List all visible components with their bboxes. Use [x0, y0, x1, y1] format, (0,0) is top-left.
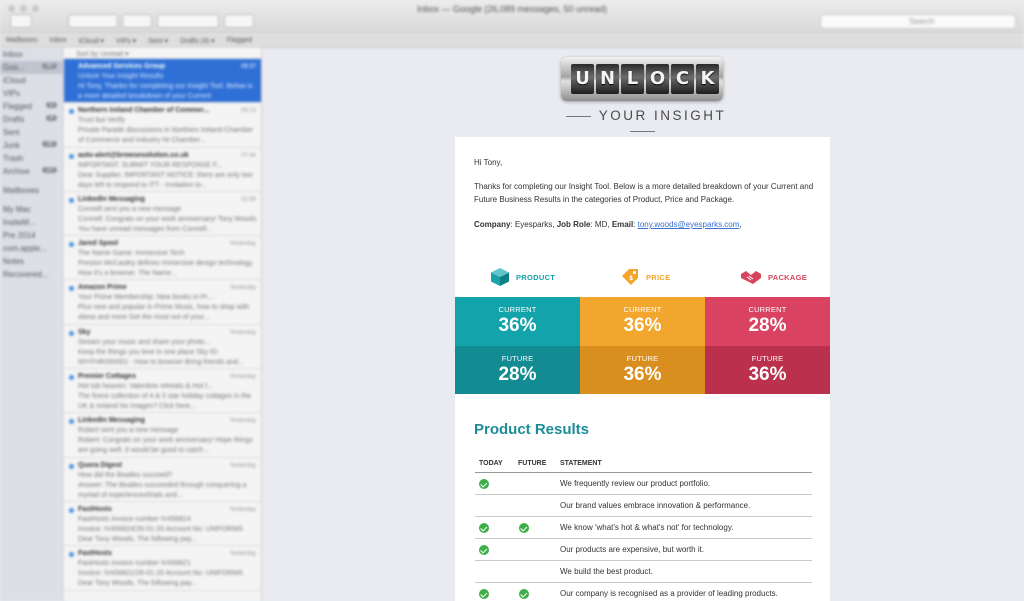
sidebar-item-label: Archive — [3, 167, 30, 176]
flag-button[interactable] — [224, 14, 254, 28]
window-title: Inbox — Google (26,089 messages, 50 unread) — [416, 4, 608, 14]
favorite-item[interactable]: VIPs ▾ — [115, 38, 137, 45]
sidebar-item-label: Sent — [3, 128, 20, 137]
statement-text: We build the best product. — [560, 567, 653, 576]
message-subject: FastHosts invoice number IV456824 — [78, 515, 191, 523]
archive-button[interactable] — [122, 14, 152, 28]
unread-count-badge: 50 — [42, 63, 57, 69]
email-greeting: Hi Tony, — [474, 158, 503, 167]
price-current-score: 36% — [623, 315, 662, 336]
unread-dot-icon — [69, 286, 74, 291]
future-check-icon — [519, 589, 529, 599]
email-body-card — [455, 137, 830, 601]
price-future-cell: FUTURE 36% — [580, 346, 705, 395]
message-sender: FastHosts — [78, 505, 112, 513]
sidebar-item-label: Goo... — [3, 63, 25, 72]
sidebar-item-label: Flagged — [3, 102, 32, 111]
unread-dot-icon — [69, 331, 74, 336]
statement-text: We frequently review our product portfolio. — [560, 479, 711, 488]
box-icon — [490, 267, 510, 287]
sidebar-item-label: InsiteM... — [3, 218, 36, 227]
sidebar-item-label: Drafts — [3, 115, 25, 124]
unread-dot-icon — [69, 109, 74, 114]
message-preview: Private Parade discussions in Northern Ireland Chamber of Commerce and Industry NI Chamber... — [78, 127, 254, 145]
message-sender: Premier Cottages — [78, 373, 136, 381]
message-subject: How did the Beatles succeed? — [78, 471, 173, 479]
message-preview: Connell: Congrats on your work anniversary! Tony Woods You have unread messages from Connell... — [78, 215, 257, 233]
message-preview: Invoice: IV456824/26-01-20 Account No: UNIFORMS Dear Tony Woods, The following pay... — [78, 525, 243, 543]
message-row[interactable] — [64, 280, 261, 324]
message-preview: Preston McCauley defines Immersive design technology. How it's a browser. The Name... — [78, 260, 254, 278]
category-label: PRICE — [646, 272, 671, 282]
message-list — [64, 48, 262, 601]
price-tag-icon — [620, 267, 640, 287]
sidebar-item[interactable] — [0, 165, 63, 178]
message-sender: FastHosts — [78, 550, 112, 558]
sidebar-item[interactable] — [0, 229, 63, 242]
email-details-line: Company: Eyesparks, Job Role: MD, Email: tony.woods@eyesparks.com, — [474, 220, 742, 229]
unread-dot-icon — [69, 198, 74, 203]
message-subject: Stream your music and share your photo... — [78, 338, 211, 346]
message-sender: Jared Spool — [78, 240, 119, 248]
category-product — [490, 265, 555, 289]
unread-count-badge: 16 — [42, 141, 57, 147]
message-row[interactable] — [64, 413, 261, 457]
sidebar-item[interactable] — [0, 152, 63, 165]
message-row[interactable] — [64, 236, 261, 280]
sidebar-item[interactable] — [0, 100, 63, 113]
sort-by-menu[interactable]: Sort by Unread ▾ — [64, 48, 261, 59]
company-label: Company — [474, 220, 511, 229]
message-row[interactable] — [64, 546, 261, 590]
results-row — [475, 473, 812, 495]
product-current-cell: CURRENT 36% — [455, 297, 580, 346]
unread-dot-icon — [69, 242, 74, 247]
message-date: Yesterday — [229, 285, 256, 292]
results-row — [475, 495, 812, 517]
sidebar-item-label: Junk — [3, 141, 20, 150]
sidebar-item[interactable] — [0, 87, 63, 100]
message-date: 02:58 — [240, 196, 256, 203]
search-input[interactable]: Search — [820, 14, 1016, 29]
product-results-table — [475, 455, 812, 601]
message-row[interactable] — [64, 59, 261, 103]
sidebar-item[interactable] — [0, 268, 63, 281]
results-header-row — [475, 455, 812, 473]
lock-letter: K — [696, 64, 719, 94]
sidebar-item[interactable] — [0, 113, 63, 126]
message-sender: Northern Ireland Chamber of Commer... — [78, 107, 210, 115]
favorite-item[interactable]: Sent ▾ — [148, 38, 169, 45]
message-subject: Unlock Your Insight Results — [78, 73, 164, 80]
message-subject: Trust but Verify — [78, 117, 125, 125]
sidebar-item-label: VIPs — [3, 89, 20, 98]
category-label: PRODUCT — [516, 272, 556, 282]
logo-tagline: YOUR INSIGHT — [557, 108, 727, 138]
email-address-link[interactable]: tony.woods@eyesparks.com — [637, 220, 740, 229]
header-future: FUTURE — [518, 460, 547, 467]
sidebar-item[interactable] — [0, 61, 63, 74]
category-package — [740, 265, 807, 289]
unread-dot-icon — [69, 508, 74, 513]
message-row[interactable] — [64, 458, 261, 502]
sidebar-item[interactable] — [0, 203, 63, 216]
results-row — [475, 583, 812, 601]
sidebar-item-label: Recovered... — [3, 270, 49, 279]
favorites-bar — [0, 34, 1024, 48]
role-label: Job Role — [556, 220, 591, 229]
product-future-cell: FUTURE 28% — [455, 346, 580, 395]
unread-dot-icon — [69, 419, 74, 424]
product-future-score: 28% — [498, 363, 537, 385]
favorite-item[interactable]: Inbox — [49, 37, 67, 44]
mailbox-sidebar — [0, 48, 64, 601]
message-subject: Connell sent you a new message — [78, 205, 182, 213]
package-future-cell: FUTURE 36% — [705, 346, 830, 395]
compose-button[interactable] — [68, 14, 118, 28]
message-preview: Hi Tony, Thanks for completing our Insight Tool. Below is a more detailed breakdown of your Current — [78, 83, 253, 100]
unread-count-badge: 3 — [46, 102, 57, 108]
handshake-icon — [740, 268, 762, 286]
sidebar-item[interactable] — [0, 255, 63, 268]
role-value: : MD, — [590, 220, 612, 229]
message-preview: Dear Supplier, IMPORTANT NOTICE: there are only two days left to respond to ITT - Invitation to... — [78, 171, 253, 189]
message-date: Yesterday — [229, 241, 256, 248]
combination-lock-graphic — [561, 57, 723, 101]
message-sender: Sky — [78, 328, 91, 336]
message-date: Yesterday — [229, 374, 256, 381]
unread-dot-icon — [69, 464, 74, 469]
message-subject: Robert sent you a new message — [78, 427, 179, 435]
message-row[interactable] — [64, 325, 261, 369]
message-date: Yesterday — [229, 551, 256, 558]
message-date: Yesterday — [229, 418, 256, 425]
message-sender: Amazon Prime — [78, 284, 127, 292]
sidebar-item-label: iCloud — [3, 76, 26, 85]
message-row[interactable] — [64, 148, 261, 192]
message-row[interactable] — [64, 103, 261, 147]
unread-count-badge: 10 — [42, 167, 57, 173]
reply-buttons[interactable] — [157, 14, 219, 28]
today-check-icon — [479, 589, 489, 599]
product-current-score: 36% — [498, 315, 537, 336]
package-future-score: 36% — [748, 363, 787, 385]
message-row[interactable] — [64, 502, 261, 546]
unlock-logo — [557, 56, 727, 126]
unread-count-badge: 4 — [46, 115, 57, 121]
sidebar-item-label: Mailboxes — [3, 186, 40, 195]
sidebar-item[interactable] — [0, 216, 63, 229]
sidebar-item-label: My Mac — [3, 205, 31, 214]
message-sender: Advanced Services Group — [78, 63, 166, 70]
message-date: 09:13 — [240, 108, 256, 115]
package-current-score: 28% — [748, 315, 787, 336]
message-preview: The finest collection of 4 & 5 star holiday cottages in the UK & Ireland No images? Click here... — [78, 393, 252, 411]
sidebar-item[interactable] — [0, 184, 63, 197]
statement-text: Our brand values embrace innovation & performance. — [560, 501, 751, 510]
favorite-item[interactable]: iCloud ▾ — [78, 38, 104, 45]
message-sender: Quora Digest — [78, 461, 122, 469]
sidebar-item-label: Inbox — [3, 50, 23, 59]
header-today: TODAY — [479, 460, 503, 467]
message-sender: auto-alert@browsesolution.co.uk — [78, 151, 189, 159]
favorite-item[interactable]: Flagged — [226, 37, 252, 44]
sidebar-item-label: com.apple... — [3, 244, 47, 253]
message-sender: LinkedIn Messaging — [78, 195, 145, 203]
unread-dot-icon — [69, 154, 74, 159]
svg-text:$: $ — [629, 275, 634, 282]
package-current-cell: CURRENT 28% — [705, 297, 830, 346]
today-check-icon — [479, 479, 489, 489]
message-subject: Your Prime Membership: New books in Pr... — [78, 294, 214, 302]
message-row[interactable] — [64, 369, 261, 413]
message-subject: IMPORTANT: SUBMIT YOUR RESPONSE F... — [78, 161, 223, 169]
message-preview: Plus new and popular in Prime Music, how to shop with Alexa and more Get the most out of your... — [78, 304, 250, 322]
message-subject: Hot tub heaven: Valentine retreats & Hot f... — [78, 383, 213, 391]
message-date: 09:37 — [240, 64, 256, 70]
sidebar-item-label: Pre 2014 — [3, 231, 36, 240]
toolbar — [0, 0, 1024, 34]
results-row — [475, 539, 812, 561]
sidebar-item[interactable] — [0, 242, 63, 255]
message-row[interactable] — [64, 192, 261, 236]
sidebar-item[interactable] — [0, 126, 63, 139]
unread-dot-icon — [69, 375, 74, 380]
email-label: Email — [611, 220, 634, 229]
lock-letter: U — [571, 64, 594, 94]
price-future-score: 36% — [623, 363, 662, 385]
statement-text: Our company is recognised as a provider of leading products. — [560, 589, 778, 598]
today-check-icon — [479, 523, 489, 533]
results-row — [475, 517, 812, 539]
sidebar-item-label: Notes — [3, 257, 24, 266]
results-row — [475, 561, 812, 583]
message-preview: Robert: Congrats on your work anniversary! Hope things are going well. It would be good to catch... — [78, 437, 253, 455]
product-results-title: Product Results — [474, 421, 590, 438]
unread-dot-icon — [69, 552, 74, 557]
favorite-item[interactable]: Mailboxes — [6, 37, 38, 44]
message-preview: Answer: The Beatles succeeded through conquering a myriad of experiences/trials and... — [78, 481, 247, 499]
message-subject: FastHosts invoice number IV456821 — [78, 560, 191, 568]
message-date: Yesterday — [229, 462, 256, 469]
today-check-icon — [479, 545, 489, 555]
lock-letter: O — [646, 64, 669, 94]
score-grid — [455, 297, 830, 394]
message-sender: LinkedIn Messaging — [78, 417, 145, 425]
message-preview: Invoice: IV456821/26-01-20 Account No: UNIFORMS Dear Tony Woods, The following pay... — [78, 570, 243, 588]
category-label: PACKAGE — [768, 272, 808, 282]
message-subject: The Name Game: Immersive Tech — [78, 250, 185, 258]
lock-letter: L — [621, 64, 644, 94]
statement-text: We know 'what's hot & what's not' for technology. — [560, 523, 734, 532]
email-intro: Thanks for completing our Insight Tool. Below is a more detailed breakdown of your Current and Future Business Results in the categories of Product, Price and Package. — [474, 182, 814, 204]
get-mail-button[interactable] — [10, 14, 32, 28]
header-statement: STATEMENT — [560, 460, 602, 467]
category-price — [620, 265, 670, 289]
statement-text: Our products are expensive, but worth it. — [560, 545, 705, 554]
sidebar-item[interactable] — [0, 139, 63, 152]
lock-letter: C — [671, 64, 694, 94]
message-date: 07:44 — [240, 152, 256, 159]
category-header-row — [455, 265, 830, 289]
future-check-icon — [519, 523, 529, 533]
favorite-item[interactable]: Drafts (4) ▾ — [180, 38, 215, 45]
message-preview: Keep the things you love in one place Sky ID: 00YFHR050001 - How to browser Bring friends and... — [78, 348, 244, 366]
sidebar-item[interactable] — [0, 74, 63, 87]
sidebar-item[interactable] — [0, 48, 63, 61]
lock-letter: N — [596, 64, 619, 94]
message-date: Yesterday — [229, 506, 256, 513]
company-value: : Eyesparks, — [510, 220, 557, 229]
sidebar-item-label: Trash — [3, 154, 24, 163]
message-date: Yesterday — [229, 329, 256, 336]
price-current-cell: CURRENT 36% — [580, 297, 705, 346]
